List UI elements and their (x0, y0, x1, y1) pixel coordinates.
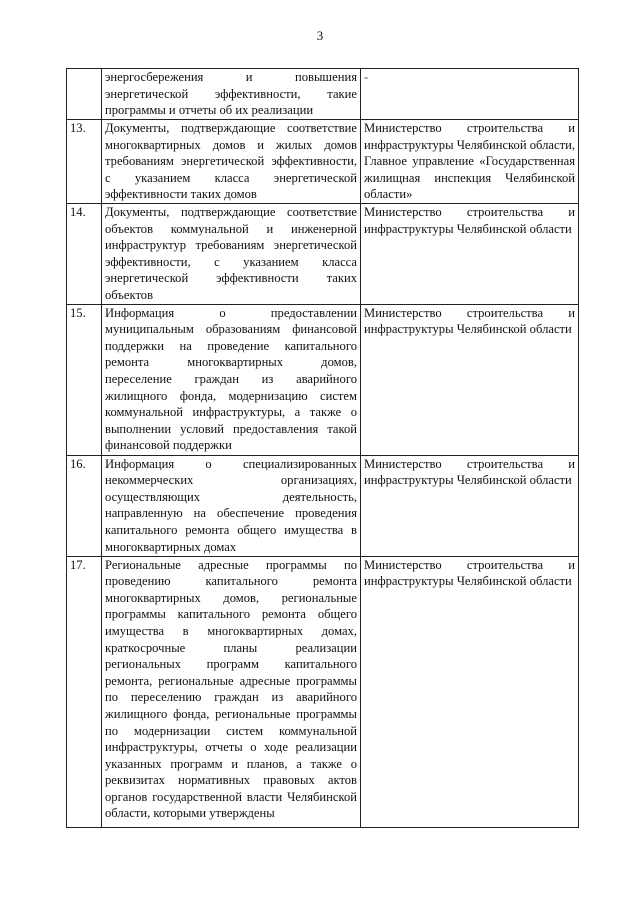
organization-cell: Министерство строительства и инфраструктуры Челябинской области, Главное управление «Государственная жилищная инспекция Челябинской области» (361, 120, 579, 204)
document-cell: Региональные адресные программы по проведению капитального ремонта многоквартирных домов, региональные программы капитального ремонта общего имущества в многоквартирных домах, краткосрочные планы реализации региональных программ капитального ремонта, региональные адресные программы по переселению граждан из аварийного жилищного фонда, региональные программы по модернизации систем коммунальной инфраструктуры, отчеты о ходе реализации указанных программ и планов, а также о реквизитах нормативных правовых актов органов государственной власти Челябинской области, которыми утверждены (102, 556, 361, 827)
document-cell: Документы, подтверждающие соответствие многоквартирных домов и жилых домов требованиям энергетической эффективности, с указанием класса энергетической эффективности таких домов (102, 120, 361, 204)
documents-table (66, 68, 579, 828)
organization-cell: - (361, 69, 579, 120)
row-number: 16. (67, 455, 102, 556)
document-cell: Информация о предоставлении муниципальным образованиям финансовой поддержки на проведение капитального ремонта многоквартирных домов, переселение граждан из аварийного жилищного фонда, модернизацию систем коммунальной инфраструктуры, а также о выполнении условий предоставления такой финансовой поддержки (102, 304, 361, 455)
table-row (67, 455, 579, 556)
document-cell: Информация о специализированных некоммерческих организациях, осуществляющих деятельность, направленную на обеспечение проведения капитального ремонта общего имущества в многоквартирных домах (102, 455, 361, 556)
document-cell: Документы, подтверждающие соответствие объектов коммунальной и инженерной инфраструктур требованиям энергетической эффективности, с указанием класса энергетической эффективности таких объектов (102, 204, 361, 305)
table-row (67, 120, 579, 204)
table-row (67, 304, 579, 455)
row-number: 14. (67, 204, 102, 305)
organization-cell: Министерство строительства и инфраструктуры Челябинской области (361, 204, 579, 305)
document-cell: энергосбережения и повышения энергетической эффективности, такие программы и отчеты об их реализации (102, 69, 361, 120)
page-number: 3 (316, 28, 324, 43)
row-number: 15. (67, 304, 102, 455)
row-number: 17. (67, 556, 102, 827)
organization-cell: Министерство строительства и инфраструктуры Челябинской области (361, 455, 579, 556)
table-row (67, 556, 579, 827)
table-row (67, 69, 579, 120)
organization-cell: Министерство строительства и инфраструктуры Челябинской области (361, 304, 579, 455)
row-number: 13. (67, 120, 102, 204)
organization-cell: Министерство строительства и инфраструктуры Челябинской области (361, 556, 579, 827)
table-row (67, 204, 579, 305)
row-number (67, 69, 102, 120)
